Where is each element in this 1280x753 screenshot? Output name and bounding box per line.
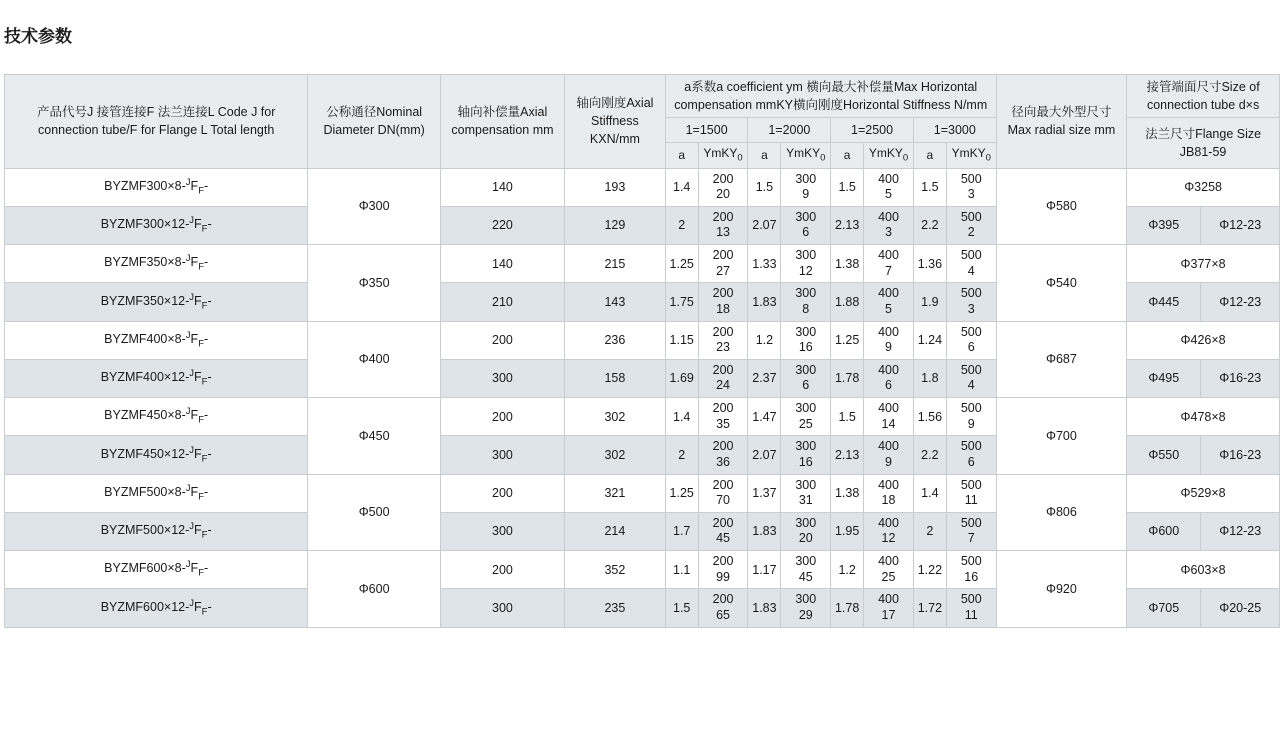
cell-a-3000: 1.4 <box>913 474 946 512</box>
cell-a-3000: 1.72 <box>913 589 946 627</box>
cell-product-code: $BYZMF400\times 8-^JF_F-$ <box>5 321 308 359</box>
cell-flange-bolt: Φ12-23 <box>1201 206 1280 244</box>
cell-ymky-1500: 200 24 <box>698 359 748 397</box>
cell-axial-stiffness: 158 <box>565 359 666 397</box>
cell-flange-diameter: Φ705 <box>1127 589 1201 627</box>
cell-a-2000: 1.17 <box>748 551 781 589</box>
cell-connection-tube-size: Φ377×8 <box>1127 245 1280 283</box>
cell-a-3000: 1.8 <box>913 359 946 397</box>
cell-flange-bolt: Φ12-23 <box>1201 283 1280 321</box>
cell-nominal-diameter: Φ350 <box>308 245 441 322</box>
cell-nominal-diameter: Φ300 <box>308 168 441 245</box>
cell-a-1500: 1.4 <box>665 398 698 436</box>
cell-axial-stiffness: 302 <box>565 436 666 474</box>
cell-axial-stiffness: 302 <box>565 398 666 436</box>
cell-ymky-1500: 200 36 <box>698 436 748 474</box>
cell-ymky-3000: 500 11 <box>946 474 996 512</box>
cell-product-code: $BYZMF350\times 8-^JF_F-$ <box>5 245 308 283</box>
cell-connection-tube-size: Φ603×8 <box>1127 551 1280 589</box>
cell-ymky-3000: 500 4 <box>946 245 996 283</box>
cell-ymky-2000: 300 16 <box>781 436 831 474</box>
cell-a-2500: 2.13 <box>831 436 864 474</box>
cell-ymky-3000: 500 2 <box>946 206 996 244</box>
cell-ymky-3000: 500 16 <box>946 551 996 589</box>
table-row <box>5 245 1280 283</box>
cell-a-2000: 1.47 <box>748 398 781 436</box>
cell-a-1500: 1.4 <box>665 168 698 206</box>
cell-a-2500: 1.88 <box>831 283 864 321</box>
header-a-2500: a <box>831 143 864 168</box>
cell-product-code: $BYZMF450\times 12-^JF_F-$ <box>5 436 308 474</box>
cell-flange-diameter: Φ550 <box>1127 436 1201 474</box>
cell-product-code: $BYZMF300\times 12-^JF_F-$ <box>5 206 308 244</box>
cell-max-radial-size: Φ687 <box>996 321 1126 398</box>
cell-a-1500: 1.25 <box>665 474 698 512</box>
cell-ymky-2000: 300 31 <box>781 474 831 512</box>
cell-axial-compensation: 300 <box>440 359 564 397</box>
cell-ymky-2000: 300 25 <box>781 398 831 436</box>
cell-a-2500: 1.2 <box>831 551 864 589</box>
cell-ymky-3000: 500 6 <box>946 436 996 474</box>
header-product-code: 产品代号J 接管连接F 法兰连接L Code J for connection tube/F for Flange L Total length <box>5 75 308 169</box>
cell-max-radial-size: Φ920 <box>996 551 1126 628</box>
cell-ymky-2000: 300 29 <box>781 589 831 627</box>
cell-a-2000: 1.37 <box>748 474 781 512</box>
cell-ymky-2000: 300 8 <box>781 283 831 321</box>
cell-nominal-diameter: Φ600 <box>308 551 441 628</box>
cell-ymky-2500: 400 14 <box>864 398 914 436</box>
cell-max-radial-size: Φ806 <box>996 474 1126 551</box>
cell-a-3000: 1.9 <box>913 283 946 321</box>
cell-ymky-3000: 500 7 <box>946 512 996 550</box>
cell-a-3000: 2.2 <box>913 436 946 474</box>
cell-axial-stiffness: 143 <box>565 283 666 321</box>
cell-ymky-2500: 400 9 <box>864 436 914 474</box>
cell-axial-compensation: 300 <box>440 512 564 550</box>
cell-ymky-2000: 300 6 <box>781 359 831 397</box>
cell-a-3000: 2.2 <box>913 206 946 244</box>
cell-a-2000: 2.37 <box>748 359 781 397</box>
cell-ymky-1500: 200 99 <box>698 551 748 589</box>
cell-product-code: $BYZMF500\times 8-^JF_F-$ <box>5 474 308 512</box>
cell-a-3000: 1.5 <box>913 168 946 206</box>
header-coefficient-group: a系数a coefficient ym 横向最大补偿量Max Horizontal compensation mmKY横向刚度Horizontal Stiffness N/mm <box>665 75 996 118</box>
cell-nominal-diameter: Φ500 <box>308 474 441 551</box>
cell-ymky-1500: 200 13 <box>698 206 748 244</box>
cell-a-1500: 1.69 <box>665 359 698 397</box>
cell-ymky-2500: 400 18 <box>864 474 914 512</box>
cell-ymky-1500: 200 18 <box>698 283 748 321</box>
cell-ymky-2500: 400 9 <box>864 321 914 359</box>
cell-a-2000: 1.83 <box>748 512 781 550</box>
header-length-2500: 1=2500 <box>831 118 914 143</box>
cell-axial-compensation: 200 <box>440 398 564 436</box>
cell-ymky-1500: 200 65 <box>698 589 748 627</box>
cell-flange-bolt: Φ16-23 <box>1201 436 1280 474</box>
cell-a-1500: 1.25 <box>665 245 698 283</box>
cell-a-1500: 2 <box>665 206 698 244</box>
cell-product-code: $BYZMF450\times 8-^JF_F-$ <box>5 398 308 436</box>
cell-a-2500: 1.78 <box>831 359 864 397</box>
cell-axial-compensation: 210 <box>440 283 564 321</box>
table-row <box>5 551 1280 589</box>
table-body <box>5 168 1280 627</box>
cell-flange-diameter: Φ395 <box>1127 206 1201 244</box>
cell-a-2000: 1.83 <box>748 283 781 321</box>
cell-ymky-1500: 200 27 <box>698 245 748 283</box>
header-flange-size: 法兰尺寸Flange Size JB81-59 <box>1127 118 1280 168</box>
cell-axial-stiffness: 215 <box>565 245 666 283</box>
table-row <box>5 474 1280 512</box>
cell-axial-compensation: 140 <box>440 245 564 283</box>
cell-a-2000: 2.07 <box>748 436 781 474</box>
cell-a-2500: 2.13 <box>831 206 864 244</box>
cell-a-3000: 1.22 <box>913 551 946 589</box>
cell-axial-compensation: 300 <box>440 436 564 474</box>
header-a-1500: a <box>665 143 698 168</box>
technical-parameters-table <box>4 74 1280 628</box>
cell-a-1500: 2 <box>665 436 698 474</box>
cell-ymky-2500: 400 5 <box>864 283 914 321</box>
cell-a-1500: 1.1 <box>665 551 698 589</box>
cell-a-3000: 1.56 <box>913 398 946 436</box>
cell-product-code: $BYZMF600\times 12-^JF_F-$ <box>5 589 308 627</box>
cell-ymky-1500: 200 35 <box>698 398 748 436</box>
cell-axial-compensation: 200 <box>440 474 564 512</box>
cell-ymky-2000: 300 12 <box>781 245 831 283</box>
cell-a-3000: 1.24 <box>913 321 946 359</box>
cell-a-1500: 1.15 <box>665 321 698 359</box>
cell-flange-diameter: Φ445 <box>1127 283 1201 321</box>
header-max-radial-size: 径向最大外型尺寸 Max radial size mm <box>996 75 1126 169</box>
cell-max-radial-size: Φ700 <box>996 398 1126 475</box>
header-axial-stiffness: 轴向刚度Axial Stiffness KXN/mm <box>565 75 666 169</box>
cell-a-1500: 1.75 <box>665 283 698 321</box>
cell-a-2000: 1.2 <box>748 321 781 359</box>
cell-flange-diameter: Φ495 <box>1127 359 1201 397</box>
header-a-2000: a <box>748 143 781 168</box>
cell-ymky-1500: 200 23 <box>698 321 748 359</box>
cell-ymky-1500: 200 45 <box>698 512 748 550</box>
cell-a-2500: 1.5 <box>831 168 864 206</box>
cell-axial-compensation: 300 <box>440 589 564 627</box>
header-ymky-2500: YmKY$_0$ <box>864 143 914 168</box>
cell-ymky-3000: 500 11 <box>946 589 996 627</box>
cell-a-2000: 1.33 <box>748 245 781 283</box>
cell-a-2500: 1.38 <box>831 474 864 512</box>
cell-ymky-2000: 300 16 <box>781 321 831 359</box>
cell-ymky-2000: 300 45 <box>781 551 831 589</box>
cell-a-1500: 1.7 <box>665 512 698 550</box>
cell-axial-stiffness: 352 <box>565 551 666 589</box>
cell-connection-tube-size: Φ478×8 <box>1127 398 1280 436</box>
header-connection-tube: 接管端面尺寸Size of connection tube d×s <box>1127 75 1280 118</box>
cell-product-code: $BYZMF400\times 12-^JF_F-$ <box>5 359 308 397</box>
cell-max-radial-size: Φ540 <box>996 245 1126 322</box>
cell-axial-stiffness: 129 <box>565 206 666 244</box>
cell-connection-tube-size: Φ3258 <box>1127 168 1280 206</box>
cell-ymky-3000: 500 9 <box>946 398 996 436</box>
cell-axial-compensation: 140 <box>440 168 564 206</box>
cell-axial-stiffness: 214 <box>565 512 666 550</box>
cell-ymky-1500: 200 70 <box>698 474 748 512</box>
header-length-3000: 1=3000 <box>913 118 996 143</box>
cell-ymky-3000: 500 4 <box>946 359 996 397</box>
header-axial-compensation: 轴向补偿量Axial compensation mm <box>440 75 564 169</box>
cell-connection-tube-size: Φ529×8 <box>1127 474 1280 512</box>
header-a-3000: a <box>913 143 946 168</box>
header-ymky-1500: YmKY$_0$ <box>698 143 748 168</box>
cell-a-2000: 2.07 <box>748 206 781 244</box>
cell-product-code: $BYZMF350\times 12-^JF_F-$ <box>5 283 308 321</box>
cell-ymky-1500: 200 20 <box>698 168 748 206</box>
cell-a-2500: 1.95 <box>831 512 864 550</box>
cell-ymky-2500: 400 6 <box>864 359 914 397</box>
header-length-2000: 1=2000 <box>748 118 831 143</box>
cell-nominal-diameter: Φ400 <box>308 321 441 398</box>
header-row-1 <box>5 75 1280 118</box>
cell-a-1500: 1.5 <box>665 589 698 627</box>
cell-flange-bolt: Φ12-23 <box>1201 512 1280 550</box>
table-row <box>5 168 1280 206</box>
table-row <box>5 321 1280 359</box>
cell-flange-bolt: Φ20-25 <box>1201 589 1280 627</box>
cell-product-code: $BYZMF600\times 8-^JF_F-$ <box>5 551 308 589</box>
spec-table-container <box>4 74 1280 628</box>
cell-nominal-diameter: Φ450 <box>308 398 441 475</box>
cell-ymky-2500: 400 12 <box>864 512 914 550</box>
page-title: 技术参数 <box>4 27 72 46</box>
cell-ymky-2000: 300 20 <box>781 512 831 550</box>
cell-axial-compensation: 220 <box>440 206 564 244</box>
cell-axial-compensation: 200 <box>440 321 564 359</box>
cell-a-3000: 2 <box>913 512 946 550</box>
cell-a-2500: 1.78 <box>831 589 864 627</box>
cell-a-2500: 1.25 <box>831 321 864 359</box>
header-ymky-2000: YmKY$_0$ <box>781 143 831 168</box>
cell-max-radial-size: Φ580 <box>996 168 1126 245</box>
cell-ymky-3000: 500 6 <box>946 321 996 359</box>
header-length-1500: 1=1500 <box>665 118 748 143</box>
cell-axial-compensation: 200 <box>440 551 564 589</box>
cell-a-2500: 1.38 <box>831 245 864 283</box>
cell-axial-stiffness: 321 <box>565 474 666 512</box>
cell-ymky-2500: 400 5 <box>864 168 914 206</box>
cell-axial-stiffness: 235 <box>565 589 666 627</box>
header-ymky-3000: YmKY$_0$ <box>946 143 996 168</box>
cell-flange-bolt: Φ16-23 <box>1201 359 1280 397</box>
cell-ymky-2500: 400 3 <box>864 206 914 244</box>
cell-ymky-2500: 400 25 <box>864 551 914 589</box>
table-row <box>5 398 1280 436</box>
cell-ymky-2500: 400 17 <box>864 589 914 627</box>
cell-product-code: $BYZMF500\times 12-^JF_F-$ <box>5 512 308 550</box>
cell-connection-tube-size: Φ426×8 <box>1127 321 1280 359</box>
table-header <box>5 75 1280 169</box>
cell-axial-stiffness: 236 <box>565 321 666 359</box>
cell-a-3000: 1.36 <box>913 245 946 283</box>
cell-ymky-3000: 500 3 <box>946 168 996 206</box>
cell-a-2000: 1.5 <box>748 168 781 206</box>
header-nominal-diameter: 公称通径Nominal Diameter DN(mm) <box>308 75 441 169</box>
cell-ymky-3000: 500 3 <box>946 283 996 321</box>
cell-ymky-2000: 300 9 <box>781 168 831 206</box>
cell-flange-diameter: Φ600 <box>1127 512 1201 550</box>
cell-axial-stiffness: 193 <box>565 168 666 206</box>
cell-ymky-2000: 300 6 <box>781 206 831 244</box>
cell-product-code: $BYZMF300\times 8-^JF_F-$ <box>5 168 308 206</box>
cell-a-2000: 1.83 <box>748 589 781 627</box>
cell-ymky-2500: 400 7 <box>864 245 914 283</box>
cell-a-2500: 1.5 <box>831 398 864 436</box>
